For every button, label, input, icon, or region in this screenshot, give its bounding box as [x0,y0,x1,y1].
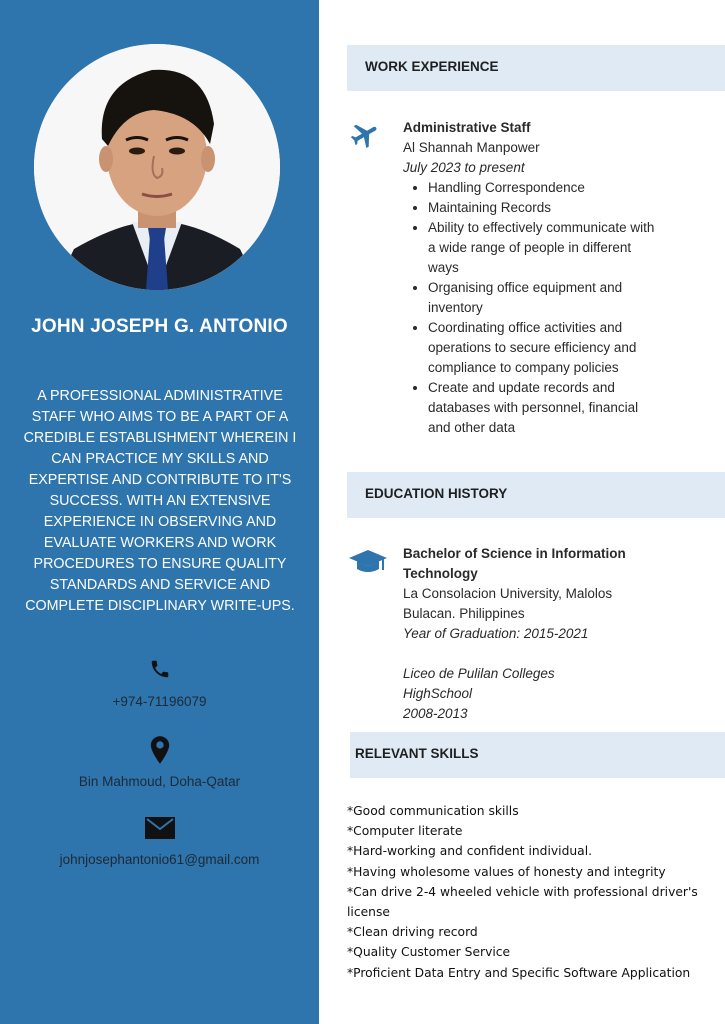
list-item: • Handling Correspondence [428,178,703,198]
airplane-icon [348,119,382,156]
phone-number: +974-71196079 [112,694,207,709]
duties-list [403,178,703,438]
candidate-name: JOHN JOSEPH G. ANTONIO [31,316,288,337]
list-item: *Quality Customer Service [347,945,511,960]
section-title: WORK EXPERIENCE [365,59,499,74]
list-item: *Hard-working and confident individual. [347,844,593,859]
list-item: *Computer literate [347,824,463,839]
highschool-level: HighSchool [403,686,473,701]
job-title: Administrative Staff [403,120,531,135]
list-item: • Create and update records and databases with personnel, financial and other data [428,378,663,438]
phone-icon [0,656,319,687]
graduation-cap-icon [348,548,388,581]
work-entry [403,118,703,438]
profile-summary: A PROFESSIONAL ADMINISTRATIVE STAFF WHO AIMS TO BE A PART OF A CREDIBLE ESTABLISHMENT WHEREIN I CAN PRACTICE MY SKILLS AND EXPERTISE AND CONTRIBUTE TO IT'S SUCCESS. WITH AN EXTENSIVE EXPERIENCE IN OBSERVING AND EVALUATE WORKERS AND WORK PROCEDURES TO ENSURE QUALITY STANDARDS AND SERVICE AND COMPLETE DISCIPLINARY WRITE-UPS. [23,388,297,614]
list-item: *Clean driving record [347,925,478,940]
graduation-year: Year of Graduation: 2015-2021 [403,626,589,641]
work-experience-header [347,45,725,91]
location-text: Bin Mahmoud, Doha-Qatar [78,774,241,789]
list-item: • Ability to effectively communicate with a wide range of people in different ways [428,218,658,278]
list-item: • Maintaining Records [428,198,703,218]
degree-title: Bachelor of Science in Information Technology [403,546,626,581]
job-period: July 2023 to present [403,160,525,175]
envelope-icon [0,817,319,844]
list-item: *Having wholesome values of honesty and integrity [347,864,666,879]
list-item: • Organising office equipment and inventory [428,278,658,318]
email-text: johnjosephantonio61@gmail.com [59,852,260,867]
highschool-years: 2008-2013 [403,706,468,721]
profile-photo [34,44,280,290]
section-title: EDUCATION HISTORY [365,486,508,501]
education-entry [403,544,665,724]
education-history-header [347,472,725,518]
list-item: *Can drive 2-4 wheeled vehicle with professional driver's license [347,884,698,920]
sidebar [0,0,319,1024]
company-name: Al Shannah Manpower [403,140,540,155]
list-item: *Proficient Data Entry and Specific Software Application [347,965,691,980]
skills-list [347,801,725,983]
list-item: • Coordinating office activities and operations to secure efficiency and compliance to company policies [428,318,663,378]
school-name: La Consolacion University, Malolos Bulacan. Philippines [403,586,613,621]
relevant-skills-header [350,732,725,778]
highschool-name: Liceo de Pulilan Colleges [403,666,555,681]
list-item: *Good communication skills [347,804,519,818]
section-title: RELEVANT SKILLS [355,746,479,761]
location-pin-icon [0,736,319,769]
